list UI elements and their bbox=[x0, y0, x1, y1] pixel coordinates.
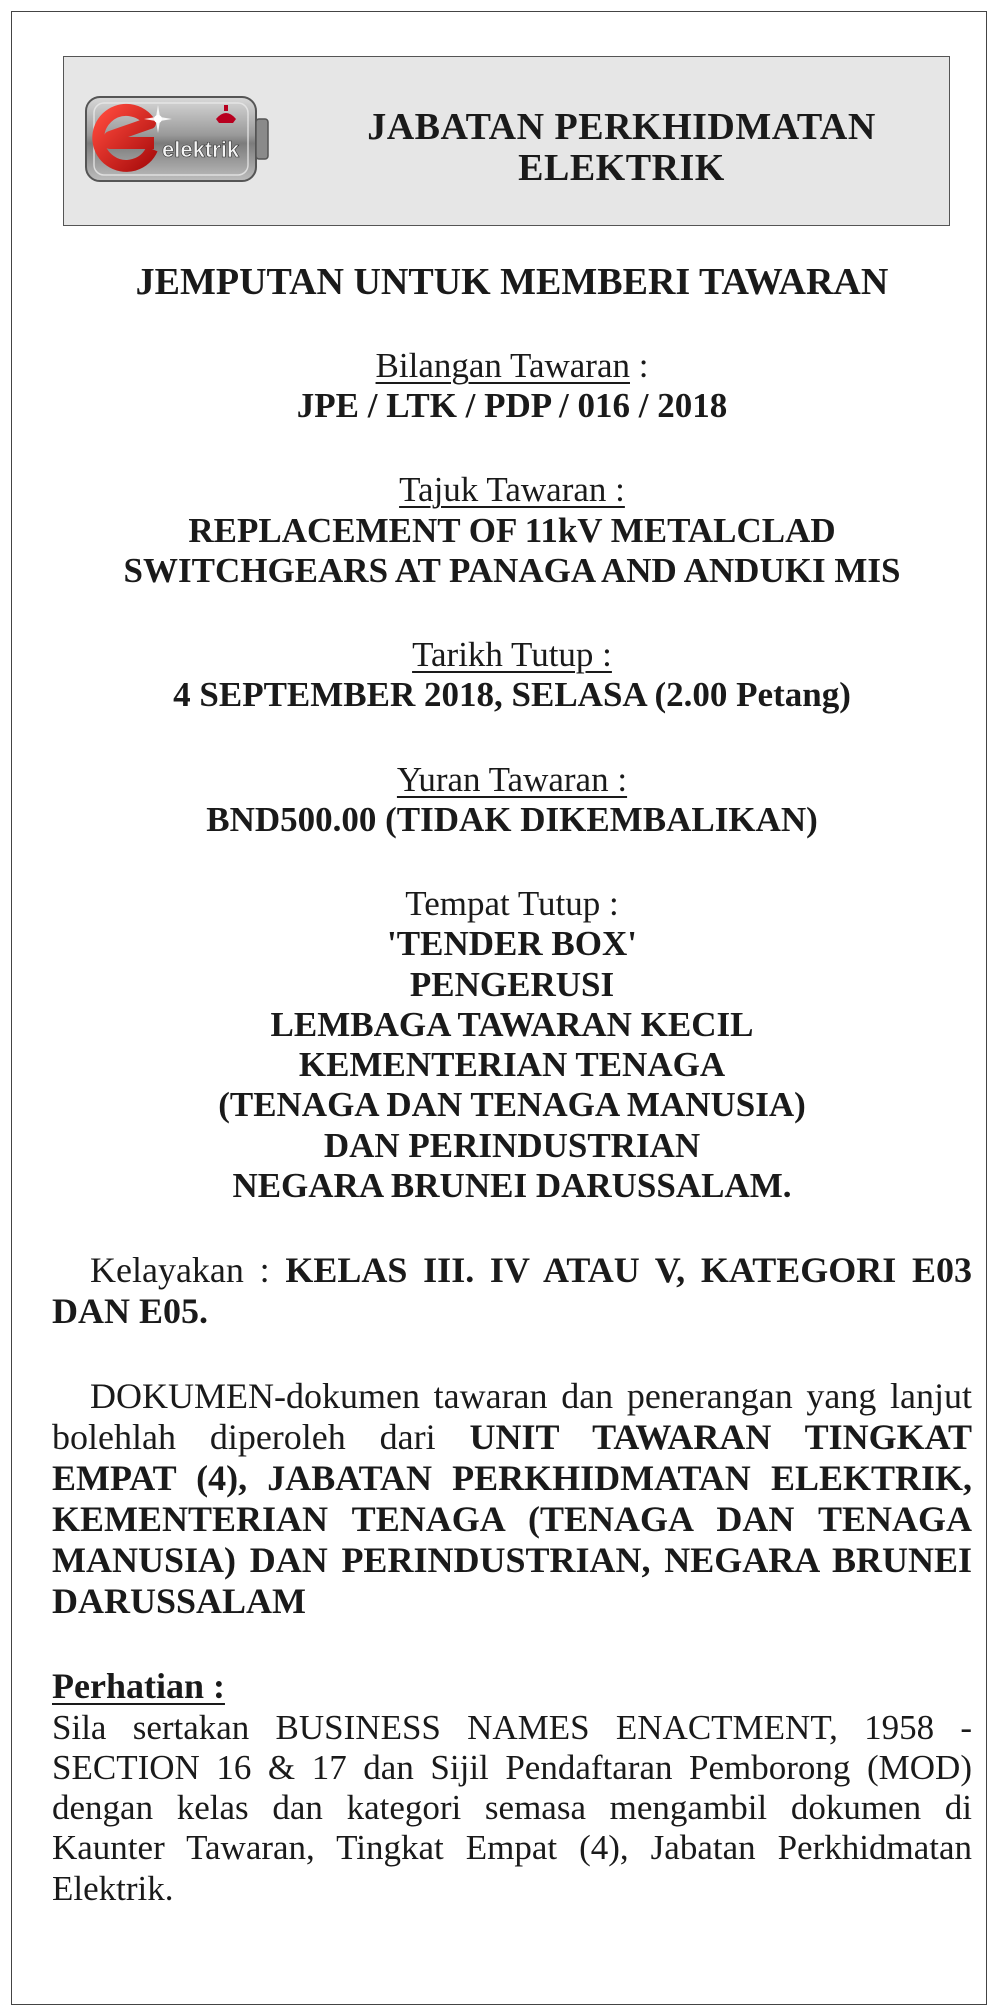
closing-place-line: (TENAGA DAN TENAGA MANUSIA) bbox=[218, 1085, 806, 1125]
notice-heading: Perhatian : bbox=[52, 1666, 225, 1707]
department-name bbox=[304, 107, 939, 189]
tender-number-label: Bilangan Tawaran bbox=[375, 345, 630, 385]
svg-text:elektrik: elektrik bbox=[162, 137, 240, 162]
closing-date-label: Tarikh Tutup : bbox=[412, 635, 612, 675]
tender-number-colon: : bbox=[629, 345, 649, 385]
closing-place-line: KEMENTERIAN TENAGA bbox=[298, 1045, 726, 1085]
elektrik-logo bbox=[84, 91, 272, 187]
eligibility-paragraph bbox=[52, 1250, 972, 1332]
fee-section bbox=[52, 760, 972, 841]
notice-body: Sila sertakan BUSINESS NAMES ENACTMENT, 1958 - SECTION 16 & 17 dan Sijil Pendaftaran Pemborong (MOD) dengan kelas dan kategori semasa mengambil dokumen di Kaunter Tawaran, Tingkat Empat (4), Jabatan Perkhidmatan Elektrik. bbox=[52, 1707, 972, 1908]
fee-value: BND500.00 (TIDAK DIKEMBALIKAN) bbox=[206, 799, 818, 839]
tender-number-section bbox=[52, 346, 972, 427]
tender-title-section bbox=[52, 470, 972, 591]
tender-title-label: Tajuk Tawaran : bbox=[399, 470, 625, 510]
tender-title-line1: REPLACEMENT OF 11kV METALCLAD bbox=[188, 510, 836, 550]
closing-place-label: Tempat Tutup : bbox=[405, 884, 619, 924]
tender-title-line2: SWITCHGEARS AT PANAGA AND ANDUKI MIS bbox=[123, 550, 901, 590]
closing-place-line: LEMBAGA TAWARAN KECIL bbox=[270, 1004, 754, 1044]
notice-content bbox=[52, 262, 972, 1909]
notice-title: JEMPUTAN UNTUK MEMBERI TAWARAN bbox=[135, 261, 889, 303]
closing-place-line: NEGARA BRUNEI DARUSSALAM. bbox=[232, 1165, 792, 1205]
closing-date-value: 4 SEPTEMBER 2018, SELASA (2.00 Petang) bbox=[173, 675, 851, 715]
tender-notice bbox=[11, 11, 987, 2005]
header-banner bbox=[63, 56, 950, 226]
department-name-line1: JABATAN PERKHIDMATAN bbox=[367, 106, 876, 148]
fee-label: Yuran Tawaran : bbox=[396, 759, 628, 799]
documents-location: UNIT TAWARAN TINGKAT EMPAT (4), JABATAN PERKHIDMATAN ELEKTRIK, KEMENTERIAN TENAGA (TENAGA DAN TENAGA MANUSIA) DAN PERINDUSTRIAN, NEGARA BRUNEI DARUSSALAM bbox=[52, 1417, 972, 1622]
closing-place-line: PENGERUSI bbox=[409, 964, 615, 1004]
closing-place-line: 'TENDER BOX' bbox=[387, 924, 637, 964]
documents-paragraph bbox=[52, 1376, 972, 1622]
department-name-line2: ELEKTRIK bbox=[518, 147, 725, 190]
tender-number-value: JPE / LTK / PDP / 016 / 2018 bbox=[296, 386, 728, 426]
documents-text: DOKUMEN-dokumen tawaran dan penerangan yang lanjut bolehlah diperoleh dari bbox=[52, 1376, 972, 1458]
eligibility-label: Kelayakan : bbox=[90, 1250, 286, 1291]
eligibility-value: KELAS III. IV ATAU V, KATEGORI E03 DAN E05. bbox=[52, 1250, 972, 1332]
notice-section bbox=[52, 1666, 972, 1909]
closing-place-section bbox=[52, 884, 972, 1206]
closing-place-line: DAN PERINDUSTRIAN bbox=[323, 1125, 701, 1165]
closing-place-lines bbox=[52, 924, 972, 1206]
closing-date-section bbox=[52, 635, 972, 716]
